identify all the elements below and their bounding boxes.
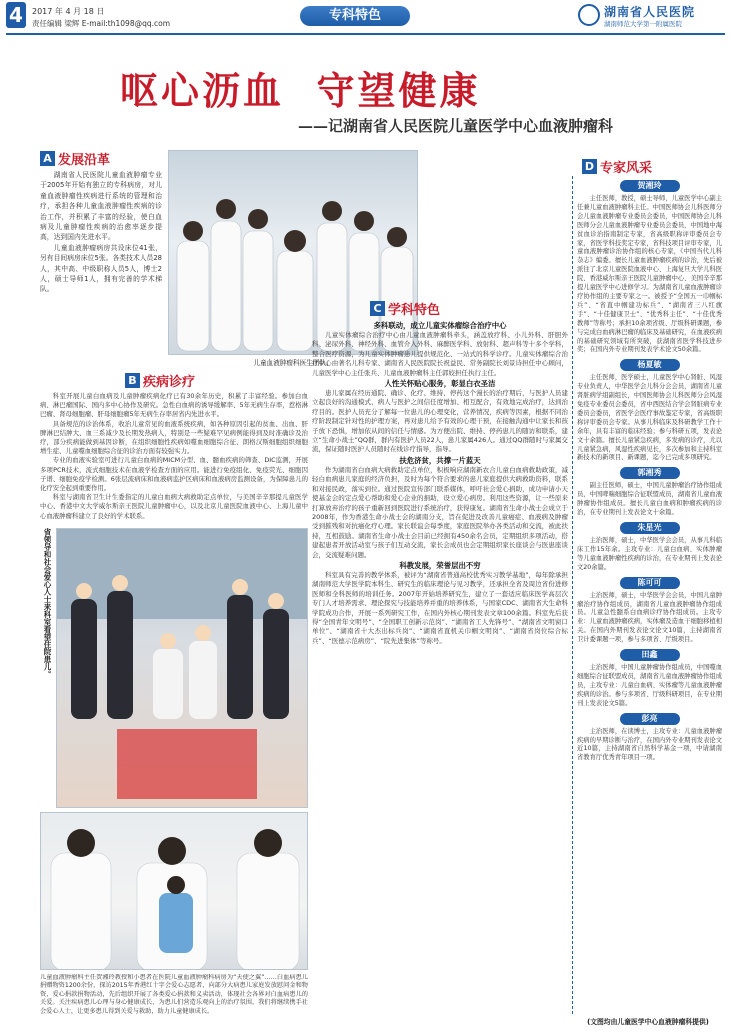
section-a-title: 发展沿革: [58, 152, 111, 168]
section-b-para: 科室与湖南省卫生计生委指定的儿童白血病大病救助定点单位，与美国辛辛那提儿童医学中心、香港中文大学威尔斯亲王医院儿童肿瘤中心，以及北京儿童医院血液中心、上海儿童中心血液肿瘤科建立了良好的学术联系。: [40, 493, 308, 520]
hospital-logo-icon: [578, 4, 600, 26]
section-c-para: 患儿家属在经历通院、确诊、化疗、维持、停药这个漫长的治疗期后，与医护人员建立起良好的沟通模式，病人与医护之间信任度增加、相互配合，有效地完成治疗，达到治疗目的。医护人员充分了解每一位患儿的心理变化，营养情况，疾病等因素，根据不同治疗阶段制定针对性的护理方案，再对患儿给予有效的心理干预，在接触沟通中让家长和孩子放下恐惧，增加依从间的信任与情感。为方便出院、维持、停药患儿的随访和联系，建立“生命小战士”QQ群，群内有医护人员22人，患儿家属426人。通过QQ群随时与家属交流，保证随时医护人员随时在线诊疗指导，指导。: [312, 389, 568, 454]
section-c-subheading: 多科联动，成立儿童实体瘤综合治疗中心: [373, 321, 507, 330]
headline-subtitle: ——记湖南省人民医院儿童医学中心血液肿瘤科: [298, 117, 614, 135]
expert-bio: 主治医师，中国儿童肿瘤协作组成员，中国噬血细胞综合征联盟成员，湖南省儿童血液肿瘤协作组成员，主攻专业：儿童白血病、实体瘤等儿童血液肿瘤疾病的诊治。参与多项省、厅级科研项目，在专业期刊上发表论文5篇。: [577, 664, 722, 707]
expert-name: 田鑫: [620, 649, 680, 661]
section-banner: 专科特色: [300, 6, 410, 26]
section-b-para: 科室开展儿童白血病及儿童肿瘤疾病化疗已有30余年历史，积累了丰富经验。参加白血病、淋巴瘤国际、国内多中心协作及研究。急性白血病的诱导缓解率、5年无病生存率，惹格淋巴瘤、肾母细胞瘤、肝母细胞瘤5年无病生存率居省内先进水平。: [40, 392, 308, 419]
section-d-title: 专家风采: [600, 160, 653, 176]
masthead-title: 湖南省人民医院: [604, 5, 696, 19]
expert-card: [577, 180, 722, 355]
visit-photo-figures: [57, 529, 308, 808]
section-c-subheading: 科教发展，荣誉层出不穷: [399, 560, 481, 570]
expert-bio: 主治医师，在读博士，主攻专业：儿童血液肿瘤疾病的早期诊断与治疗，在国内外专业期刊发表论文近10篇，主持湖南省自然科学基金一项，中请湖南省教育厅优秀青年项目一项。: [577, 727, 722, 762]
bottom-photo-figures: [41, 813, 308, 970]
expert-card: [577, 713, 722, 764]
expert-name: 郭湘秀: [620, 467, 680, 479]
masthead-subtitle: 湖南师范大学第一附属医院: [604, 20, 682, 28]
expert-bio: 主任医师，教授，硕士导师，儿童医学中心副主任兼儿童血液肿瘤科主任。中国医师协会儿科医师分会儿童血液肿瘤专业委员会委员，中国医师协会儿科医师分会儿童血液肿瘤专业委员会委员，中国地中海贫血诊治指南制定专家，省高级职称评审委员会专家，省医学科技奖定专家，省科技项目评审专家，儿童血液肿瘤诊治协作组的核心专家，《中国当代儿科杂志》编委。擅长儿童血液肿瘤疾病的诊治，先后被派往了北京儿童医院血液中心、上海复旦大学儿科医院、香港威尔斯亲王医院儿童肿瘤中心、美国辛辛那提儿童医学中心进修学习。为湖南省儿童血液肿瘤诊疗协作组的主要专家之一。被授予“全国五一巾帼标兵”、“省直中帼建功标兵”、“湖南省三八红旗手”、“十佳健康卫士”、“优秀科主任”、“十佳优秀教师”等称号；承担10余项省级、厅级科研课题，参与完成白血病淋巴瘤的临床及基础研究，在血液疾病的基础研究领域有所突破，获湖南省医学科技进步奖；在国内外专业期刊发表学术论文50余篇。: [577, 195, 722, 354]
expert-card: [577, 577, 722, 645]
section-b-para: 具备规范的诊治体系，收治儿童常见的血液系统疾病，如各种原因引起的贫血、出血、肝脾淋巴结肿大、血三系减少及长期发热病人，特别是一些疑难罕见病例能得到及时准确诊及治疗，部分疾病能做到基因诊断，在组织细胞性疾病如噬血细胞综合征、朗格汉斯细胞组织细胞增生症、儿童噬血细胞综合征的诊治方面有较强实力。: [40, 419, 308, 456]
expert-bio: 主治医师，硕士，中华医学会会员，从事儿科临床工作15年余。主攻专业：儿童白血病、实体肿瘤等儿童血液肿瘤性疾病的诊治，在专业期刊上发表论文20余篇。: [577, 537, 722, 571]
experts-column: [572, 176, 722, 1014]
issue-date: 2017 年 4 月 18 日: [32, 7, 105, 16]
section-b-para: 专业的血液实验室可进行儿童白血病的MICM分型、血、髓血疾病的筛查、DIC监测，开展多项PCR技术，流式细胞技术在血液学检查方面的应用。能进行免疫组化、免疫荧光、细胞因子谱、细胞免疫学检测。6张层流病床和血液病监护区病床和血液病房监测设备，为保障患儿的化疗安全起到重要作用。: [40, 456, 308, 493]
section-c-subheading: 扶危济贫，共撑一片蓝天: [399, 455, 481, 465]
expert-card: [577, 467, 722, 518]
photo-credit: (文图均由儿童医学中心血液肿瘤科提供): [587, 1018, 709, 1026]
expert-bio: 主任医师，医学硕士，儿童医学中心肾脏、风湿专业负责人，中华医学会儿科分会会员，湖南省儿童肾脏病学组副组长，中国医师协会儿科医师分会风湿免疫专业委员会委员，省中西医结合学会肾脏病专业委员会委员，省医学会医疗事故鉴定专家，省高级职称评审委员会专家。从事儿科临床及科研教学工作十余年，具有丰富的临床经验；参与科研五项，发表论文十余篇。擅长儿童紧急疾病，多发病的诊疗，尤以儿童紧急病，风湿性疾病见长，多次参加和主持科室新技术的新项目、新课题，迄今已完成多项研究。: [577, 374, 722, 462]
headline-main: 呕心沥血 守望健康: [120, 68, 481, 113]
bottom-photo-caption: 儿童血液肿瘤科主任贺湘玲教授和小患者在医院儿童血液肿瘤科病房为“天使之翼”……白血病患儿捐赠物资1200余份，探访2015年香港红十字会爱心志愿者，向部分大病患儿家庭发放慰问金和物资，爱心捐款捐物活动，先后组织开展了各类爱心捐款和义卖活动，体现社会各界对白血病患儿的关爱。关注疾病患儿心理与身心健康成长，为患儿们营造乐观向上的治疗氛围，我们将继续携手社会爱心人士，让更多患儿得到关爱与救助，助力儿童健康成长。: [40, 974, 308, 1015]
section-a-para: 湖南省人民医院儿童血液肿瘤专业于2005年开始有独立的专科病房，对儿童血液肿瘤性疾病进行系统的管理和治疗，承担各种儿童血液肿瘤性疾病的诊治工作，并积累了丰富的经验，使白血病及儿童肿瘤性疾病的治愈率逐步提高，达到国内先进水平。: [40, 171, 162, 242]
team-photo-caption: 儿童血液肿瘤科医生团队。: [253, 359, 333, 367]
section-c-para: 科室具有完善的教学体系，被评为“湖南省普通高校优秀实习教学基地”，每年除承担湖南师范大学医学院本科生、研究生的临床理论与见习教学，还承担全省及周边省份进修医师和全科医师的培训任务。2007年开始培养研究生，建立了一套适应临床医学高层次专门人才培养需求、理论探究与技能培养并重的培养体系，与国家CDC、湖南省大生命科学院成功合作，开展一系列研究工作，在国内外核心期刊发表文章100余篇。科室先后获得“全国青年文明号”、“全国职工创新示范岗”、“湖南省工人先锋号”、“湖南省文明窗口单位”、“湖南省十大杰出标兵岗”、“湖南省直机关巾帼文明岗”、“湖南省岗位综合标兵”、“医德示范病房”、“院先进集体”等称号。: [312, 570, 568, 645]
section-c-heading: [370, 300, 440, 316]
section-c-body: [312, 320, 568, 1028]
expert-name: 彭亮: [620, 713, 680, 725]
section-c-title: 学科特色: [388, 302, 441, 318]
expert-name: 杨夏敏: [620, 359, 680, 371]
expert-card: [577, 522, 722, 573]
section-a-heading: [40, 150, 110, 166]
visit-photo: [56, 528, 308, 808]
section-b-heading: [125, 372, 195, 388]
editor-line: 责任编辑 梁辉 E-mail:th1098@qq.com: [32, 19, 171, 28]
section-c-para: 儿童实体瘤综合治疗中心由儿童血液肿瘤科牵头，涵盖放疗科、小儿外科、肝胆外科、泌尿外科、神经外科、血管介入外科、麻醉医学科、放射科、超声科等十多个学科，整合医疗资源，为儿童实体肿瘤患儿提供规范化、一站式的科学诊疗。儿童实体瘤综合治疗中心由著名儿科专家、湖南省人民医院院长祝益民、常务副院长刘景诗担任中心顾问，儿童医学中心主任张兵、儿童血液肿瘤科主任郭姣担任执行主任。: [312, 331, 568, 377]
section-a-body: [40, 170, 162, 358]
section-b-body: [40, 392, 308, 522]
section-a-letter: A: [40, 151, 55, 166]
expert-card: [577, 649, 722, 709]
expert-name: 陈可可: [620, 577, 680, 589]
expert-bio: 副主任医师，硕士，中国儿童肿瘤治疗协作组成员，中国哮喘细胞综合征联盟成员，湖南省儿童血液肿瘤协作组成员。擅长儿童白血病和肿瘤疾病的诊治，在专业期刊上发表论文十余篇。: [577, 482, 722, 517]
section-c-para: 作为湖南省白血病大病救助定点单位，积极响应湖南新农合儿童白血病救助政策，减轻白血病患儿家庭的经济负担，及时为每个符合要求的患儿家庭提供大病救助资料，联系和对接民政，落实到位。通过医院宣传部门联系媒体，呼吁社会爱心捐助，成功申请小天使基金会的定点爱心帮助和爱心企业的捐助，设立爱心病房。利用这些资源，让一些原来打算放弃治疗的孩子重新回到医院进行系统治疗，获得康复。湖南省生命小战士会成立于2008年，作为香港生命小战士会的湖南分支，旨在促进及改善儿童癌症、血液病及肿瘤受到摧残和对抗癌化疗心理。家长联谊会每季度，家庭医院举办各类活动和交流，被此扶持，互相鼓励。湖南省生命小战士会目前已经拥有450余名会员，定期组织多项活动，搭建起患者开放活动室与孩子们互动交流，家长会成员也会定期组织家长座谈会与医患座谈会，交流疑难问题。: [312, 465, 568, 559]
section-a-para: 儿童血液肿瘤病房共设床位41张，另有目间病房床位5张。各类技术人员28人，其中高、中级职称人员5人，博士2人，硕士导师1人，拥有完善的学术梯队。: [40, 243, 162, 294]
visit-photo-caption: 省领导和社会爱心人士来科室看望住院患儿。: [43, 528, 52, 678]
section-b-letter: B: [125, 373, 140, 388]
section-d-heading: [582, 158, 652, 174]
header-rule: [6, 33, 725, 35]
bottom-photo: [40, 812, 308, 970]
expert-name: 朱星光: [620, 522, 680, 534]
section-c-letter: C: [370, 301, 385, 316]
section-c-subheading: 人性关怀贴心服务，彰显白衣圣洁: [384, 379, 496, 389]
expert-card: [577, 359, 722, 463]
expert-name: 贺湘玲: [620, 180, 680, 192]
section-d-letter: D: [582, 159, 597, 174]
expert-bio: 主治医师，硕士，中华医学会会员，中国儿童肿瘤治疗协作组成员，湖南省儿童血液肿瘤协作组成员。儿童急性髓系白血病诊疗协作组成员。主攻专业：儿童血液肿瘤疾病，实体瘤及造血干细胞移植相关。在国内外期刊发表论文论文10篇，主持湖南省卫计委课题一项，参与多项省、厅级项目。: [577, 591, 722, 644]
section-b-title: 疾病诊疗: [143, 374, 196, 390]
page-number: 4: [6, 2, 26, 28]
